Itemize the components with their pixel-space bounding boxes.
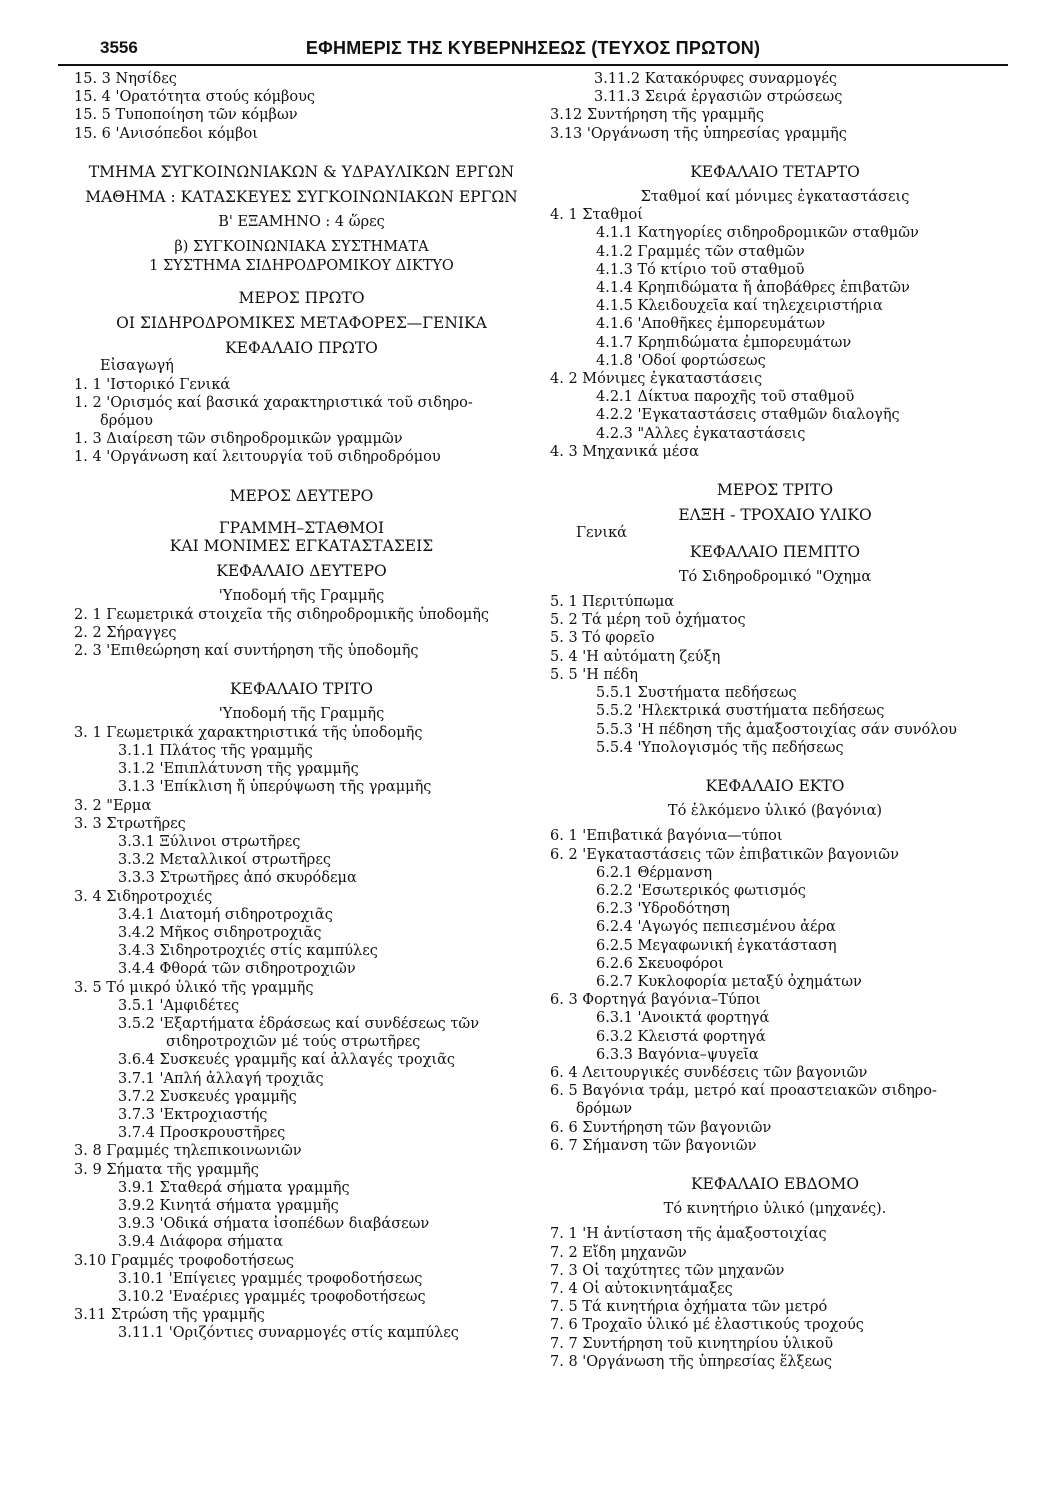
toc-entry: 15. 5 Τυποποίηση τῶν κόμβων bbox=[74, 107, 298, 124]
section-heading: ΜΕΡΟΣ ΠΡΩΤΟ bbox=[238, 288, 365, 307]
toc-entry: 3. 5 Τό μικρό ὑλικό τῆς γραμμῆς bbox=[74, 979, 314, 996]
toc-entry: 3.9.1 Σταθερά σήματα γραμμῆς bbox=[118, 1179, 350, 1196]
section-heading: ΤΜΗΜΑ ΣΥΓΚΟΙΝΩΝΙΑΚΩΝ & ΥΔΡΑΥΛΙΚΩΝ ΕΡΓΩΝ bbox=[88, 162, 515, 181]
toc-entry: σιδηροτροχιῶν μέ τούς στρωτῆρες bbox=[166, 1034, 421, 1051]
toc-entry: 7. 5 Τά κινητήρια ὀχήματα τῶν μετρό bbox=[550, 1299, 828, 1316]
toc-entry: 3.3.2 Μεταλλικοί στρωτῆρες bbox=[118, 852, 331, 869]
section-heading: ΚΕΦΑΛΑΙΟ ΤΕΤΑΡΤΟ bbox=[690, 162, 860, 181]
toc-entry: 4.1.7 Κρηπιδώματα ἐμπορευμάτων bbox=[596, 334, 852, 351]
toc-entry: 6.2.4 'Αγωγός πεπιεσμένου ἀέρα bbox=[596, 919, 836, 936]
toc-entry: 3.7.3 'Εκτροχιαστής bbox=[118, 1106, 268, 1123]
spacer bbox=[550, 499, 1000, 506]
toc-entry: 3.6.4 Συσκευές γραμμῆς καί ἀλλαγές τροχιᾶς bbox=[118, 1052, 456, 1069]
toc-entry: 6.2.6 Σκευοφόροι bbox=[596, 955, 724, 972]
spacer bbox=[550, 181, 1000, 188]
toc-entry: 7. 1 'Η ἀντίσταση τῆς ἁμαξοστοιχίας bbox=[550, 1226, 827, 1243]
spacer bbox=[550, 1193, 1000, 1200]
toc-entry: 3. 4 Σιδηροτροχιές bbox=[74, 888, 213, 905]
toc-entry: 5.5.3 'Η πέδηση τῆς ἁμαξοστοιχίας σάν συνόλου bbox=[596, 721, 957, 738]
section-heading: Τό Σιδηροδρομικό "Οχημα bbox=[678, 568, 872, 585]
toc-entry: 4.1.6 'Αποθῆκες ἐμπορευμάτων bbox=[596, 316, 826, 333]
section-heading: Β' ΕΞΑΜΗΝΟ : 4 ὥρες bbox=[218, 214, 385, 231]
toc-entry: 7. 3 Οἱ ταχύτητες τῶν μηχανῶν bbox=[550, 1262, 785, 1279]
toc-entry: 6.3.3 Βαγόνια–ψυγεῖα bbox=[596, 1046, 759, 1063]
toc-entry: 5.5.2 'Ηλεκτρικά συστήματα πεδήσεως bbox=[596, 703, 885, 720]
section-heading: 'Υποδομή τῆς Γραμμῆς bbox=[218, 706, 385, 723]
toc-entry: 5. 3 Τό φορεῖο bbox=[550, 630, 655, 647]
toc-entry: 2. 1 Γεωμετρικά στοιχεῖα τῆς σιδηροδρομικῆς ὑποδομῆς bbox=[74, 606, 490, 623]
toc-entry: 7. 7 Συντήρηση τοῦ κινητηρίου ὑλικοῦ bbox=[550, 1335, 834, 1352]
toc-entry: 6.2.2 'Εσωτερικός φωτισμός bbox=[596, 882, 806, 899]
spacer bbox=[74, 275, 529, 289]
toc-entry: 3.1.2 'Επιπλάτυνση τῆς γραμμῆς bbox=[118, 761, 359, 778]
toc-entry: 6. 1 'Επιβατικά βαγόνια—τύποι bbox=[550, 828, 783, 845]
toc-entry: 4.2.2 'Εγκαταστάσεις σταθμῶν διαλογῆς bbox=[596, 407, 900, 424]
toc-entry: 3.7.4 Προσκρουστῆρες bbox=[118, 1125, 286, 1142]
toc-entry: 2. 2 Σήραγγες bbox=[74, 624, 177, 641]
toc-entry: 3.4.1 Διατομή σιδηροτροχιᾶς bbox=[118, 906, 333, 923]
right-column bbox=[550, 70, 1000, 1371]
toc-entry: 4. 1 Σταθμοί bbox=[550, 207, 643, 224]
toc-entry: 5. 4 'Η αὐτόματη ζεύξη bbox=[550, 648, 721, 665]
spacer bbox=[74, 505, 529, 519]
toc-entry: 1. 1 'Ιστορικό Γενικά bbox=[74, 376, 231, 393]
section-heading: 'Υποδομή τῆς Γραμμῆς bbox=[218, 588, 385, 605]
toc-entry: 7. 2 Εἴδη μηχανῶν bbox=[550, 1244, 687, 1261]
toc-entry: 4.2.3 "Αλλες ἐγκαταστάσεις bbox=[596, 425, 806, 442]
section-heading: Τό ἑλκόμενο ὑλικό (βαγόνια) bbox=[667, 803, 883, 820]
toc-entry: 2. 3 'Επιθεώρηση καί συντήρηση τῆς ὑποδομῆς bbox=[74, 643, 419, 660]
toc-entry: 3.3.1 Ξύλινοι στρωτῆρες bbox=[118, 833, 301, 850]
toc-entry: 6. 3 Φορτηγά βαγόνια–Τύποι bbox=[550, 992, 761, 1009]
toc-entry: 3.4.4 Φθορά τῶν σιδηροτροχιῶν bbox=[118, 961, 356, 978]
toc-entry: 3.7.1 'Απλή ἀλλαγή τροχιᾶς bbox=[118, 1070, 324, 1087]
spacer bbox=[74, 181, 529, 188]
toc-entry: 3. 3 Στρωτῆρες bbox=[74, 815, 186, 832]
toc-entry: 3.9.2 Κινητά σήματα γραμμῆς bbox=[118, 1197, 339, 1214]
toc-entry: 5.5.1 Συστήματα πεδήσεως bbox=[596, 685, 797, 702]
toc-entry: 3.4.2 Μῆκος σιδηροτροχιᾶς bbox=[118, 924, 322, 941]
toc-entry: 6.2.1 Θέρμανση bbox=[596, 864, 713, 881]
toc-entry: 3.11.1 'Οριζόντιες συναρμογές στίς καμπύλες bbox=[118, 1325, 459, 1342]
spacer bbox=[74, 143, 529, 163]
toc-entry: 3.10 Γραμμές τροφοδοτήσεως bbox=[74, 1252, 295, 1269]
toc-entry: 1. 2 'Ορισμός καί βασικά χαρακτηριστικά τοῦ σιδηρο- bbox=[74, 394, 473, 411]
toc-entry: 3.3.3 Στρωτῆρες ἀπό σκυρόδεμα bbox=[118, 870, 357, 887]
toc-entry: 3.7.2 Συσκευές γραμμῆς bbox=[118, 1088, 297, 1105]
toc-entry: δρόμου bbox=[100, 413, 153, 430]
spacer bbox=[550, 757, 1000, 777]
spacer bbox=[550, 1155, 1000, 1175]
toc-entry: 3.4.3 Σιδηροτροχιές στίς καμπύλες bbox=[118, 943, 378, 960]
toc-entry: 3.11.3 Σειρά ἐργασιῶν στρώσεως bbox=[594, 89, 843, 106]
toc-entry: 3. 2 "Ερμα bbox=[74, 797, 152, 814]
toc-entry: 7. 6 Τροχαῖο ὑλικό μέ ἐλαστικούς τροχούς bbox=[550, 1317, 864, 1334]
spacer bbox=[550, 820, 1000, 827]
spacer bbox=[74, 307, 529, 314]
toc-entry: 4.1.5 Κλειδουχεῖα καί τηλεχειριστήρια bbox=[596, 298, 883, 315]
toc-entry: 3.11.2 Κατακόρυφες συναρμογές bbox=[594, 71, 837, 87]
toc-entry: 3.10.1 'Επίγειες γραμμές τροφοδοτήσεως bbox=[118, 1270, 423, 1287]
toc-entry: 15. 3 Νησίδες bbox=[74, 71, 177, 87]
toc-entry: 3.13 'Οργάνωση τῆς ὑπηρεσίας γραμμῆς bbox=[550, 125, 847, 142]
toc-entry: Γενικά bbox=[576, 525, 627, 542]
toc-entry: 7. 8 'Οργάνωση τῆς ὑπηρεσίας ἕλξεως bbox=[550, 1353, 832, 1370]
toc-entry: 6. 6 Συντήρηση τῶν βαγονιῶν bbox=[550, 1119, 772, 1136]
toc-entry: 5. 2 Τά μέρη τοῦ ὀχήματος bbox=[550, 612, 746, 629]
spacer bbox=[74, 698, 529, 705]
toc-entry: 3.5.2 'Εξαρτήματα ἑδράσεως καί συνδέσεως τῶν bbox=[118, 1015, 480, 1032]
section-heading: ΟΙ ΣΙΔΗΡΟΔΡΟΜΙΚΕΣ ΜΕΤΑΦΟΡΕΣ—ΓΕΝΙΚΑ bbox=[116, 314, 487, 333]
section-heading: ΜΕΡΟΣ ΔΕΥΤΕΡΟ bbox=[229, 486, 374, 505]
section-heading: ΕΛΞΗ - ΤΡΟΧΑΙΟ ΥΛΙΚΟ bbox=[678, 506, 872, 525]
toc-entry: 5. 1 Περιτύπωμα bbox=[550, 594, 675, 611]
spacer bbox=[550, 586, 1000, 593]
spacer bbox=[74, 332, 529, 339]
toc-entry: 6. 5 Βαγόνια τράμ, μετρό καί προαστειακῶν σιδηρο- bbox=[550, 1083, 937, 1100]
spacer bbox=[550, 795, 1000, 802]
toc-entry: 3.1.3 'Επίκλιση ἤ ὑπερύψωση τῆς γραμμῆς bbox=[118, 779, 432, 796]
left-column bbox=[74, 70, 529, 1343]
toc-entry: 3. 8 Γραμμές τηλεπικοινωνιῶν bbox=[74, 1143, 302, 1160]
section-heading: Σταθμοί καί μόνιμες ἐγκαταστάσεις bbox=[640, 189, 910, 206]
spacer bbox=[74, 231, 529, 238]
page-number: 3556 bbox=[100, 38, 138, 57]
toc-entry: 6. 2 'Εγκαταστάσεις τῶν ἐπιβατικῶν βαγονιῶν bbox=[550, 846, 899, 863]
spacer bbox=[550, 561, 1000, 568]
section-heading: ΚΕΦΑΛΑΙΟ ΠΡΩΤΟ bbox=[225, 339, 378, 358]
toc-entry: 1. 3 Διαίρεση τῶν σιδηροδρομικῶν γραμμῶν bbox=[74, 431, 403, 448]
toc-entry: 6. 7 Σήμανση τῶν βαγονιῶν bbox=[550, 1137, 757, 1154]
toc-entry: 3.1.1 Πλάτος τῆς γραμμῆς bbox=[118, 742, 313, 759]
section-heading: ΚΕΦΑΛΑΙΟ ΕΚΤΟ bbox=[705, 776, 845, 795]
toc-entry: 4.1.4 Κρηπιδώματα ἤ ἀποβάθρες ἐπιβατῶν bbox=[596, 280, 910, 297]
toc-entry: 6.3.2 Κλειστά φορτηγά bbox=[596, 1028, 766, 1045]
toc-entry: 3.5.1 'Αμφιδέτες bbox=[118, 997, 240, 1014]
toc-entry: 4. 2 Μόνιμες ἐγκαταστάσεις bbox=[550, 371, 763, 388]
toc-entry: 15. 4 'Ορατότητα στούς κόμβους bbox=[74, 89, 316, 106]
toc-entry: 6.2.5 Μεγαφωνική ἐγκατάσταση bbox=[596, 937, 837, 954]
section-heading: ΚΕΦΑΛΑΙΟ ΔΕΥΤΕΡΟ bbox=[216, 562, 387, 581]
toc-entry: 3.9.3 'Οδικά σήματα ἰσοπέδων διαβάσεων bbox=[118, 1216, 430, 1233]
toc-entry: 3. 1 Γεωμετρικά χαρακτηριστικά τῆς ὑποδομῆς bbox=[74, 724, 423, 741]
toc-entry: 6.3.1 'Ανοικτά φορτηγά bbox=[596, 1010, 770, 1027]
spacer bbox=[74, 660, 529, 680]
toc-entry: 4.1.8 'Οδοί φορτώσεως bbox=[596, 352, 766, 369]
toc-entry: 7. 4 Οἱ αὐτοκινητάμαξες bbox=[550, 1280, 733, 1297]
toc-entry: 6.2.3 'Υδροδότηση bbox=[596, 901, 730, 918]
section-heading: ΚΕΦΑΛΑΙΟ ΤΡΙΤΟ bbox=[230, 680, 373, 699]
spacer bbox=[550, 461, 1000, 481]
section-heading: ΜΕΡΟΣ ΤΡΙΤΟ bbox=[716, 481, 834, 500]
section-heading: ΓΡΑΜΜΗ–ΣΤΑΘΜΟΙ bbox=[218, 518, 385, 537]
toc-entry: 4.1.1 Κατηγορίες σιδηροδρομικῶν σταθμῶν bbox=[596, 225, 919, 242]
toc-entry: 3. 9 Σήματα τῆς γραμμῆς bbox=[74, 1161, 259, 1178]
toc-entry: 1. 4 'Οργάνωση καί λειτουργία τοῦ σιδηροδρόμου bbox=[74, 449, 441, 466]
toc-entry: 15. 6 'Ανισόπεδοι κόμβοι bbox=[74, 125, 258, 142]
toc-entry: 4.2.1 Δίκτυα παροχῆς τοῦ σταθμοῦ bbox=[596, 389, 855, 406]
section-heading: ΚΕΦΑΛΑΙΟ ΠΕΜΠΤΟ bbox=[689, 542, 861, 561]
section-heading: β) ΣΥΓΚΟΙΝΩΝΙΑΚΑ ΣΥΣΤΗΜΑΤΑ bbox=[174, 239, 429, 256]
toc-entry: 3.12 Συντήρηση τῆς γραμμῆς bbox=[550, 107, 764, 124]
spacer bbox=[74, 580, 529, 587]
section-heading: Τό κινητήριο ὑλικό (μηχανές). bbox=[663, 1201, 887, 1218]
spacer bbox=[74, 206, 529, 213]
spacer bbox=[74, 467, 529, 487]
toc-entry: Εἰσαγωγή bbox=[100, 358, 174, 375]
toc-entry: 6.2.7 Κυκλοφορία μεταξύ ὀχημάτων bbox=[596, 973, 862, 990]
section-heading: ΚΑΙ ΜΟΝΙΜΕΣ ΕΓΚΑΤΑΣΤΑΣΕΙΣ bbox=[169, 537, 434, 556]
toc-entry: 4.1.3 Τό κτίριο τοῦ σταθμοῦ bbox=[596, 261, 805, 278]
section-heading: 1 ΣΥΣΤΗΜΑ ΣΙΔΗΡΟΔΡΟΜΙΚΟΥ ΔΙΚΤΥΟ bbox=[149, 257, 454, 274]
toc-entry: 3.11 Στρώση τῆς γραμμῆς bbox=[74, 1307, 265, 1324]
spacer bbox=[74, 555, 529, 562]
header-rule bbox=[58, 64, 1008, 66]
toc-entry: 3.9.4 Διάφορα σήματα bbox=[118, 1234, 283, 1251]
toc-entry: 5.5.4 'Υπολογισμός τῆς πεδήσεως bbox=[596, 739, 844, 756]
spacer bbox=[550, 1218, 1000, 1225]
section-heading: ΚΕΦΑΛΑΙΟ ΕΒΔΟΜΟ bbox=[690, 1174, 860, 1193]
toc-entry: 5. 5 'Η πέδη bbox=[550, 666, 638, 683]
toc-entry: 6. 4 Λειτουργικές συνδέσεις τῶν βαγονιῶν bbox=[550, 1064, 868, 1081]
toc-entry: 4.1.2 Γραμμές τῶν σταθμῶν bbox=[596, 243, 805, 260]
toc-entry: 4. 3 Μηχανικά μέσα bbox=[550, 443, 699, 460]
spacer bbox=[550, 143, 1000, 163]
toc-entry: 3.10.2 'Εναέριες γραμμές τροφοδοτήσεως bbox=[118, 1288, 426, 1305]
section-heading: ΜΑΘΗΜΑ : ΚΑΤΑΣΚΕΥΕΣ ΣΥΓΚΟΙΝΩΝΙΑΚΩΝ ΕΡΓΩΝ bbox=[85, 188, 518, 207]
running-title: ΕΦΗΜΕΡΙΣ ΤΗΣ ΚΥΒΕΡΝΗΣΕΩΣ (ΤΕΥΧΟΣ ΠΡΩΤΟΝ) bbox=[305, 38, 761, 58]
toc-entry: δρόμων bbox=[576, 1101, 633, 1118]
